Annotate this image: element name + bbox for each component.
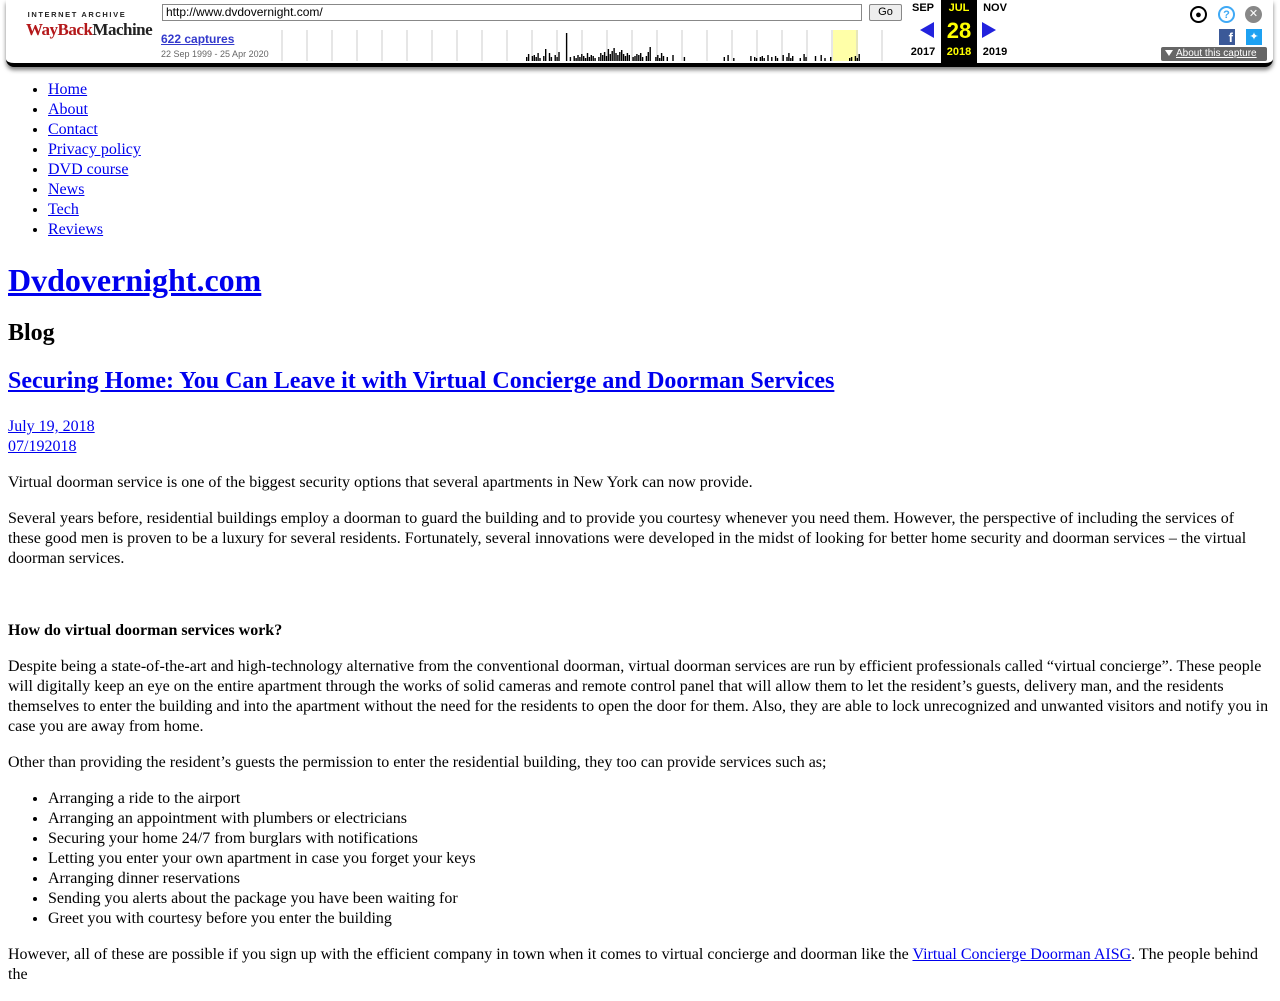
sparkline-bar [786,57,787,61]
list-item: • Arranging dinner reservations [48,869,1270,889]
captures-link[interactable]: 622 captures [161,32,235,46]
sparkline-bar [659,58,660,61]
sparkline-bar [555,55,556,61]
sparkline-bar [632,57,633,61]
main-nav [8,80,1270,240]
sparkline-bar [591,55,592,61]
sparkline-bar [663,56,664,61]
logo-wayback: WayBack [26,20,93,39]
sparkline-bar [636,54,637,61]
sparkline-bar [600,53,601,61]
sparkline-bar [638,55,639,61]
sparkline-bar [764,58,765,61]
sparkline-bar [543,56,544,61]
sparkline-bar [657,55,658,61]
list-item: • Letting you enter your own apartment in case you forget your keys [48,849,1270,869]
sparkline-bar [604,52,605,61]
captures-sparkline[interactable] [276,30,902,61]
post-title [8,367,1270,395]
list-item: • Arranging an appointment with plumbers or electricians [48,809,1270,829]
nav-item-about [48,100,1270,120]
sparkline-bar [667,57,668,61]
sparkline-bar [621,50,622,61]
sparkline-bar [830,57,831,61]
paragraph-5-text-before: However, all of these are possible if you sign up with the efficient company in town when it comes to virtual concierge and doorman like the [8,946,913,963]
sparkline-bar [859,54,860,61]
url-input[interactable]: http://www.dvdovernight.com/ [162,4,862,21]
current-capture-date [941,0,977,63]
section-heading: Blog [8,320,55,346]
sparkline-bar [615,53,616,61]
sparkline-bar [625,56,626,61]
sparkline-bar [771,57,772,61]
nav-item-dvd-course [48,160,1270,180]
nav-link-news[interactable]: News [48,181,85,198]
list-item: • Arranging a ride to the airport [48,789,1270,809]
sparkline-bar [528,54,529,61]
sparkline-bar [581,54,582,61]
sparkline-bar [733,58,734,61]
page-content [8,80,1270,1001]
sparkline-bar [537,53,538,61]
current-year-label: 2018 [946,46,972,58]
sparkline-bar [539,58,540,61]
sparkline-bar [551,57,552,61]
services-list [8,789,1270,929]
sparkline-bar [849,58,850,61]
site-title [8,261,1270,299]
virtual-concierge-link[interactable]: Virtual Concierge Doorman AISG [912,946,1132,963]
nav-link-dvd-course[interactable]: DVD course [48,161,129,178]
sparkline-bar [610,54,611,61]
nav-link-about[interactable]: About [48,101,88,118]
sparkline-bar [634,56,635,61]
current-month-label: JUL [948,2,970,14]
sparkline-bar [594,58,595,61]
twitter-icon[interactable]: ✦ [1246,29,1262,45]
sparkline-bar [545,49,546,61]
post-date-short-link[interactable]: 07/192018 [8,438,77,455]
post-date-link[interactable]: July 19, 2018 [8,418,95,435]
sparkline-bar [589,57,590,61]
sparkline-bar [727,55,728,61]
current-year-highlight [833,30,858,61]
nav-item-tech [48,200,1270,220]
sparkline-bar [532,56,533,61]
sparkline-bar [790,58,791,61]
post-subheading-text: How do virtual doorman services work? [8,622,283,639]
sparkline-bar [821,55,822,61]
post-paragraph-2: Several years before, residential buildings employ a doorman to guard the building and to provide you courtesy whenever you need them. However, the perspective of including the services of these good men is proven to be a luxury for several residents. Fortunately, several innovations were developed in the midst of looking for better home security and doorman services – the virtual doorman services. [8,510,1247,567]
help-icon[interactable]: ? [1218,6,1235,23]
wayback-toolbar [6,0,1273,67]
sparkline-bar [777,58,778,61]
sparkline-bar [803,54,804,61]
sparkline-bar [815,56,816,61]
logo-internet-archive: INTERNET ARCHIVE [27,10,127,19]
sparkline-bar [617,55,618,61]
sparkline-bar [579,57,580,61]
sparkline-bar [558,52,559,61]
post-title-link[interactable]: Securing Home: You Can Leave it with Virtual Concierge and Doorman Services [8,368,835,394]
sparkline-bar [800,58,801,61]
sparkline-bar [824,58,825,61]
about-capture-label: About this capture [1176,48,1257,59]
logo-machine: Machine [92,20,153,39]
sparkline-bar [612,51,613,61]
sparkline-bar [623,54,624,61]
prev-arrow-icon[interactable] [920,22,934,38]
sparkline-bar [650,47,651,61]
paragraph-5-text-after: . The people behind the [8,946,1258,983]
sparkline-bar [724,57,725,61]
sparkline-bar [598,57,599,61]
sparkline-bar [574,56,575,61]
post-paragraph-1: Virtual doorman service is one of the biggest security options that several apartments in New York can now provide. [8,474,753,491]
sparkline-bar [754,57,755,61]
post-meta [8,417,1270,457]
sparkline-bar [792,56,793,61]
sparkline-bar [640,53,641,61]
facebook-icon[interactable]: f [1219,29,1235,45]
sparkline-bar [583,56,584,61]
blank-paragraph [8,585,1270,605]
sparkline-bar [756,58,757,61]
sparkline-bar [556,57,557,61]
about-capture-button[interactable] [1161,47,1267,61]
sparkline-bar [629,55,630,61]
sparkline-bar [684,57,685,61]
nav-item-reviews [48,220,1270,240]
sparkline-bar [851,57,852,61]
wayback-logo[interactable] [26,10,153,48]
site-title-link[interactable]: Dvdovernight.com [8,262,262,298]
sparkline-bar [760,57,761,61]
post-paragraph-5 [8,945,1270,985]
sparkline-bar [788,53,789,61]
triangle-down-icon [1165,50,1173,56]
sparkline-bar [534,55,535,61]
sparkline-bar [775,56,776,61]
capture-date-range: 22 Sep 1999 - 25 Apr 2020 [161,49,269,59]
nav-link-reviews[interactable]: Reviews [48,221,104,238]
sparkline-bar [857,58,858,61]
sparkline-bar [750,56,751,61]
sparkline-bar [762,56,763,61]
sparkline-bar [587,53,588,61]
sparkline-bar [602,55,603,61]
current-day-label: 28 [946,18,972,43]
sparkline-bar [783,55,784,61]
prev-year-label: 2017 [910,46,936,58]
list-item: • Securing your home 24/7 from burglars with notifications [48,829,1270,849]
prev-month-label: SEP [911,2,934,14]
go-button[interactable]: Go [869,4,902,21]
sparkline-bar [805,57,806,61]
nav-link-contact[interactable]: Contact [48,121,98,138]
nav-link-tech[interactable]: Tech [48,201,79,218]
sparkline-bar [855,56,856,61]
next-month-label: NOV [983,2,1007,14]
sparkline-bar [655,57,656,61]
nav-item-news [48,180,1270,200]
next-year-label: 2019 [982,46,1008,58]
next-arrow-icon[interactable] [982,22,996,38]
nav-link-privacy-policy[interactable]: Privacy policy [48,141,141,158]
sparkline-bar [619,52,620,61]
sparkline-bar [585,58,586,61]
post-paragraph-3: Despite being a state-of-the-art and high-technology alternative from the conventional doorman, virtual doorman services are run by efficient professionals called “virtual concierge”. These people will digitally keep an eye on the entire apartment through the works of solid cameras and remote control panel that will allow them to let the resident’s guests, delivery man, and the residents themselves to enter the building and into the apartment without the need for the residents to open the door for them. Also, they are able to lock unrecognized and unwanted visitors and notify you in case you are away from home. [8,658,1269,735]
sparkline-bar [536,57,537,61]
sparkline-bar [642,57,643,61]
sparkline-bar [570,57,571,61]
sparkline-bar [606,56,607,61]
sparkline-bar [627,53,628,61]
sparkline-bar [672,55,673,61]
sparkline-bar [577,55,578,61]
sparkline-bar [613,48,614,61]
sparkline-bar [566,33,567,61]
sparkline-bar [549,53,550,61]
sparkline-bar [575,58,576,61]
nav-item-privacy-policy [48,140,1270,160]
sparkline-bar [593,56,594,61]
sparkline-bar [648,52,649,61]
sparkline-bar [608,49,609,61]
close-icon[interactable]: ✕ [1245,6,1262,23]
sparkline-bar [661,53,662,61]
sparkline-bar [646,56,647,61]
post-subheading [8,621,1270,641]
sparkline-bar [526,57,527,61]
post-paragraph-4: Other than providing the resident’s guests the permission to enter the residential building, they too can provide services such as; [8,754,827,771]
nav-link-home[interactable]: Home [48,81,88,98]
nav-item-home [48,80,1270,100]
user-icon[interactable]: ● [1190,6,1207,23]
nav-item-contact [48,120,1270,140]
sparkline-bar [767,55,768,61]
list-item: • Sending you alerts about the package you have been waiting for [48,889,1270,909]
list-item: • Greet you with courtesy before you enter the building [48,909,1270,929]
